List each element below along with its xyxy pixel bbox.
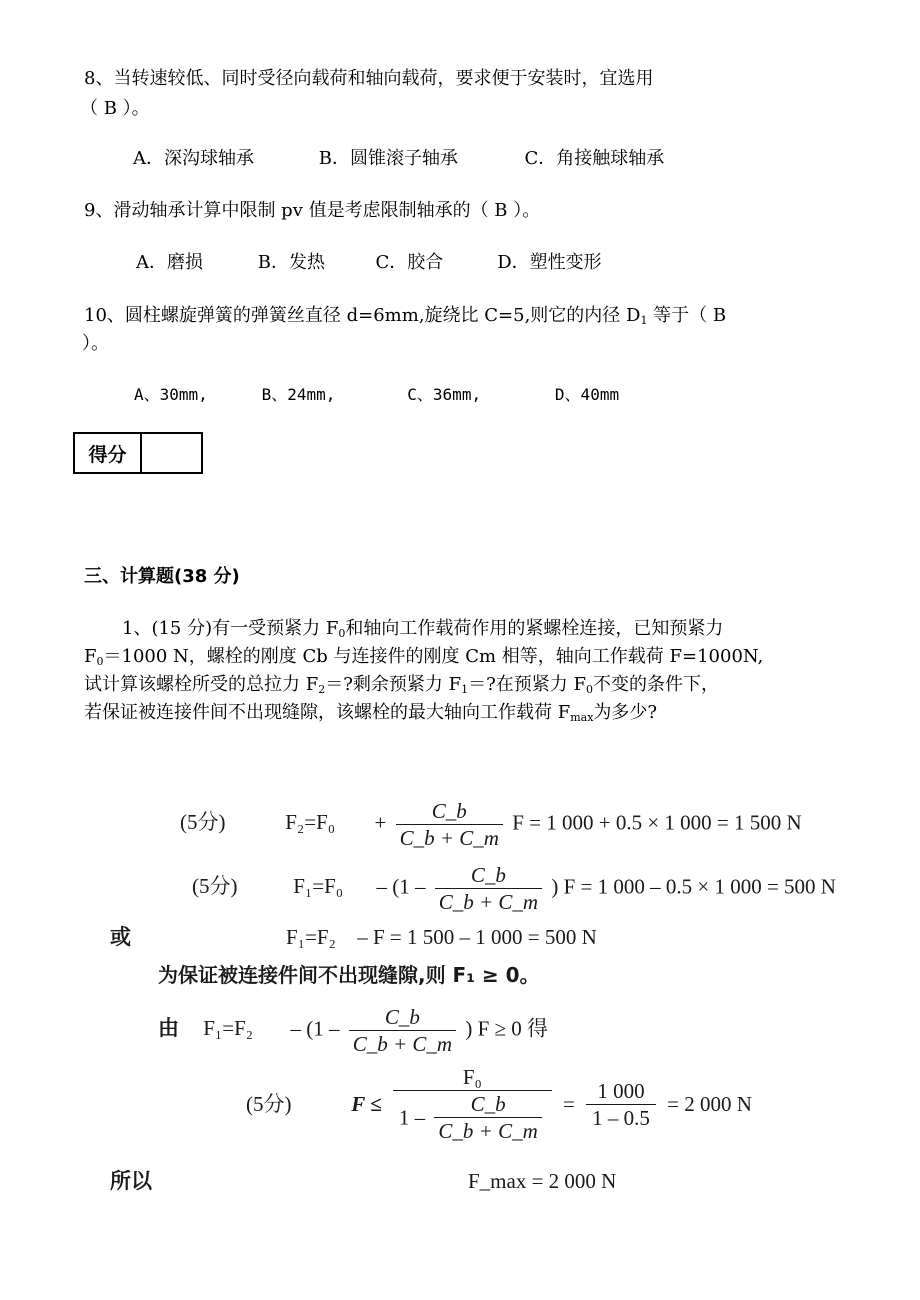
step1-fraction (396, 798, 503, 851)
solution-step2 (192, 862, 836, 915)
p1-sub: 0 (585, 683, 593, 696)
step1-rhs: F = 1 000 + 0.5 × 1 000 = 1 500 N (512, 810, 802, 835)
q8-text: 8、当转速较低、同时受径向载荷和轴向载荷，要求便于安装时，宜选用 (84, 68, 654, 89)
p1-l3-b: ＝?剩余预紧力 F (325, 674, 462, 695)
p1-sub: 1 (461, 683, 469, 696)
solution-step7-value: F_max = 2 000 N (468, 1169, 617, 1193)
p1-sub: max (570, 711, 594, 724)
solution-step5 (158, 1004, 548, 1057)
q10-option-b: B、24mm, (261, 385, 336, 404)
step2-mid: – (1 – (376, 874, 426, 899)
step3-lhs: F₁=F₂ (286, 925, 336, 949)
q10-option-d: D、40mm (554, 385, 620, 404)
p1-l4-a: 若保证被连接件间不出现缝隙，该螺栓的最大轴向工作载荷 F (84, 702, 571, 723)
q8-option-b: B．圆锥滚子轴承 (318, 148, 458, 169)
score-box (73, 432, 203, 474)
p1-l1-b: 和轴向工作载荷作用的紧螺栓连接，已知预紧力 (345, 618, 724, 639)
q10-text (84, 305, 726, 332)
frac-den: C_b + C_m (438, 1119, 538, 1143)
q9-text: 9、滑动轴承计算中限制 pv 值是考虑限制轴承的（ B ）。 (84, 200, 541, 221)
step6-result: = 2 000 N (667, 1092, 752, 1116)
frac-den: C_b + C_m (352, 1032, 453, 1056)
step1-score: (5分) (180, 810, 226, 835)
solution-step7-label: 所以 (110, 1169, 152, 1193)
frac-num: C_b (349, 1004, 456, 1031)
step1-plus: + (374, 810, 387, 835)
section-title: 三、计算题(38 分) (84, 566, 240, 587)
p1-l4-b: 为多少? (593, 702, 658, 723)
step3-rhs: – F = 1 500 – 1 000 = 500 N (357, 925, 597, 949)
q9-options (136, 252, 602, 274)
step6-eq: = (563, 1092, 575, 1116)
step5-prefix: 由 (158, 1016, 179, 1041)
q8-options (133, 148, 664, 170)
solution-step6 (246, 1064, 752, 1144)
step5-lhs: F₁=F₂ (203, 1016, 254, 1041)
q10-option-c: C、36mm, (407, 385, 482, 404)
q9-option-a: A．磨损 (136, 252, 203, 273)
bigfrac-inner-fraction (434, 1091, 541, 1144)
q8-option-a: A．深沟球轴承 (133, 148, 254, 169)
p1-sub: 0 (96, 655, 104, 668)
frac-den: C_b + C_m (399, 826, 499, 850)
step6-lhs: F ≤ (351, 1092, 382, 1116)
step5-fraction (349, 1004, 456, 1057)
p1-l3-a: 试计算该螺栓所受的总拉力 F (84, 674, 319, 695)
problem1-line1 (122, 618, 723, 645)
q10-text-pre: 10、圆柱螺旋弹簧的弹簧丝直径 d=6mm,旋绕比 C=5,则它的内径 D (84, 305, 641, 326)
bigfrac-num: F₀ (393, 1064, 552, 1091)
q10-subscript: 1 (640, 314, 648, 327)
q8-answer: （ B ）。 (80, 98, 150, 119)
q10-options (134, 384, 619, 406)
q10-option-a: A、30mm, (134, 385, 208, 404)
problem1-line4 (84, 702, 657, 729)
solution-step3 (286, 924, 597, 950)
frac-den: C_b + C_m (438, 890, 539, 914)
step2-fraction (435, 862, 542, 915)
step2-score: (5分) (192, 874, 238, 899)
score-value-cell[interactable] (142, 434, 201, 472)
q9-option-c: C．胶合 (375, 252, 444, 273)
q8-option-c: C．角接触球轴承 (524, 148, 665, 169)
solution-step1 (180, 798, 802, 851)
p1-l2-b: ＝1000 N，螺栓的刚度 Cb 与连接件的刚度 Cm 相等，轴向工作载荷 F=1000N, (103, 646, 764, 667)
score-label: 得分 (75, 434, 142, 472)
p1-sub: 0 (338, 627, 346, 640)
step5-rhs: ) F ≥ 0 得 (465, 1016, 549, 1041)
p1-sub: 2 (318, 683, 326, 696)
numfrac-den: 1 – 0.5 (592, 1105, 650, 1130)
q9-option-d: D．塑性变形 (497, 252, 602, 273)
p1-l3-d: 不变的条件下， (592, 674, 719, 695)
p1-l2-a: F (84, 646, 97, 667)
frac-num: C_b (434, 1091, 541, 1118)
p1-l3-c: ＝?在预紧力 F (468, 674, 586, 695)
step2-rhs: ) F = 1 000 – 0.5 × 1 000 = 500 N (551, 874, 836, 899)
p1-l1-a: 1、(15 分)有一受预紧力 F (122, 618, 339, 639)
step6-score: (5分) (246, 1092, 292, 1116)
q10-text-post: 等于（ B (647, 305, 727, 326)
q10-answer: ）。 (82, 333, 109, 354)
step5-mid: – (1 – (290, 1016, 340, 1041)
problem1-line2 (84, 646, 763, 673)
solution-or-label: 或 (110, 925, 131, 949)
bigfrac-den-pre: 1 – (398, 1105, 426, 1130)
q9-option-b: B．发热 (257, 252, 325, 273)
step2-lhs: F₁=F₀ (293, 874, 344, 899)
frac-num: C_b (435, 862, 542, 889)
step6-numeric-fraction (586, 1078, 656, 1131)
bigfrac-den (393, 1091, 552, 1144)
numfrac-num: 1 000 (586, 1078, 656, 1105)
step1-lhs: F₂=F₀ (285, 810, 336, 835)
frac-num: C_b (396, 798, 503, 825)
step6-bigfraction (393, 1064, 552, 1144)
problem1-line3 (84, 674, 719, 701)
solution-step4: 为保证被连接件间不出现缝隙,则 F₁ ≥ 0。 (158, 963, 540, 987)
